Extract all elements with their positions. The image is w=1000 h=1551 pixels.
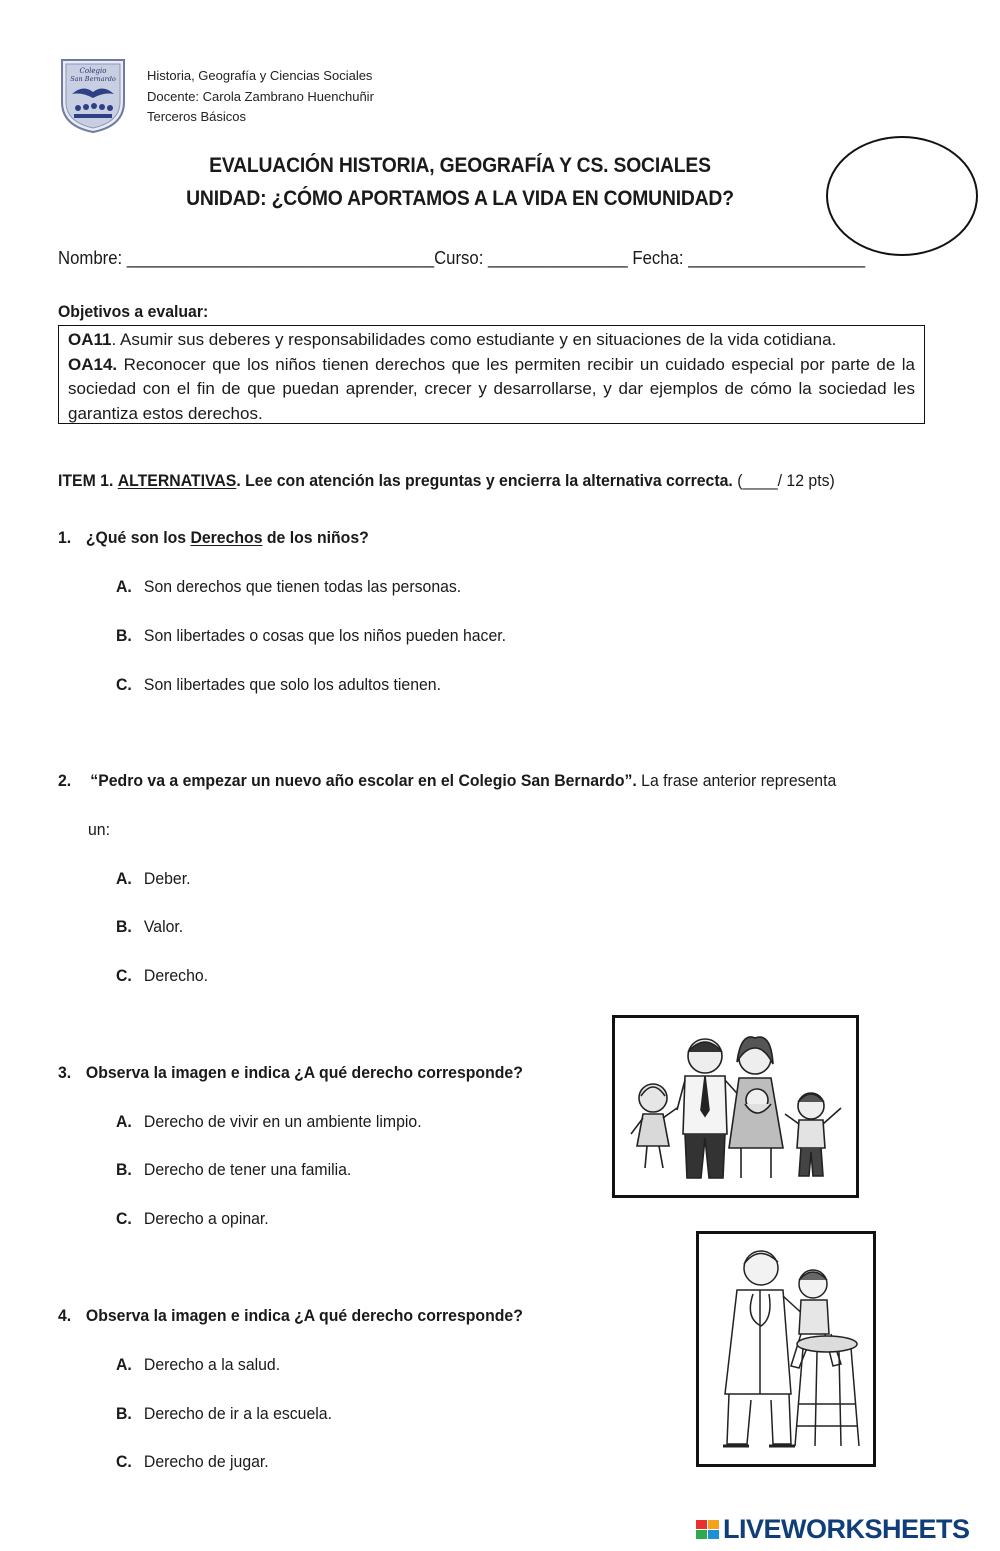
option-letter: A.: [116, 869, 132, 888]
option-letter: C.: [116, 1209, 132, 1228]
question-text-normal: La frase anterior representa: [636, 771, 837, 790]
objective-oa14: [68, 353, 915, 427]
item-label: ITEM 1.: [58, 471, 114, 490]
objectives-heading: Objetivos a evaluar:: [58, 302, 209, 321]
option-letter: C.: [116, 966, 132, 985]
question-1: [58, 528, 369, 548]
option-text: Derecho de tener una familia.: [143, 1160, 352, 1179]
question-number: 4.: [58, 1306, 72, 1325]
item-1-heading: [58, 471, 835, 491]
svg-text:San Bernardo: San Bernardo: [70, 75, 116, 83]
family-illustration: [612, 1015, 859, 1198]
exam-title: EVALUACIÓN HISTORIA, GEOGRAFÍA Y CS. SOCIALES: [209, 154, 711, 177]
brand-text: LIVEWORKSHEETS: [723, 1514, 970, 1544]
liveworksheets-logo: [696, 1514, 970, 1545]
option-2a[interactable]: [116, 869, 190, 889]
teacher-line: Docente: Carola Zambrano Huenchuñir: [147, 88, 374, 104]
option-text: Derecho a opinar.: [143, 1209, 269, 1228]
doctor-illustration: [696, 1231, 876, 1467]
item-score: (____/ 12 pts): [737, 471, 835, 490]
school-info: [147, 66, 374, 128]
question-3: [58, 1063, 523, 1083]
option-4a[interactable]: [116, 1355, 280, 1375]
question-text-bold: “Pedro va a empezar un nuevo año escolar en el Colegio San Bernardo”.: [90, 771, 637, 790]
option-text: Derecho.: [143, 966, 209, 985]
option-1c[interactable]: [116, 675, 441, 695]
option-letter: B.: [116, 917, 132, 936]
option-2c[interactable]: [116, 966, 208, 986]
question-2: [58, 771, 836, 791]
question-number: 1.: [58, 528, 72, 547]
option-text: Derecho de vivir en un ambiente limpio.: [143, 1112, 422, 1131]
item-instruction: . Lee con atención las preguntas y encierra la alternativa correcta.: [236, 471, 733, 490]
option-1b[interactable]: [116, 626, 506, 646]
school-logo: [58, 56, 128, 134]
question-text-pre: ¿Qué son los: [85, 528, 191, 547]
brand-block: [696, 1520, 707, 1529]
oa14-code: OA14.: [68, 354, 118, 374]
student-fields: [58, 248, 865, 269]
option-2b[interactable]: [116, 917, 183, 937]
option-letter: C.: [116, 1452, 132, 1471]
svg-text:Colegio: Colegio: [79, 67, 107, 75]
oa14-text: Reconocer que los niños tienen derechos que les permiten recibir un cuidado especial por parte de la sociedad con el fin de que puedan aprender, crecer y desarrollarse, y dar ejemplos de cómo la sociedad les garantiza estos derechos.: [68, 354, 915, 423]
unit-title: UNIDAD: ¿CÓMO APORTAMOS A LA VIDA EN COMUNIDAD?: [186, 187, 734, 210]
question-number: 2.: [58, 771, 72, 790]
question-text: Observa la imagen e indica ¿A qué derecho corresponde?: [85, 1306, 523, 1325]
grade-line: Terceros Básicos: [147, 109, 246, 124]
option-letter: B.: [116, 626, 132, 645]
option-text: Son libertades que solo los adultos tienen.: [143, 675, 441, 694]
option-text: Derecho a la salud.: [143, 1355, 281, 1374]
option-4c[interactable]: [116, 1452, 269, 1472]
oa11-text: . Asumir sus deberes y responsabilidades como estudiante y en situaciones de la vida cotidiana.: [111, 330, 837, 349]
objectives-box: [58, 325, 925, 424]
option-3a[interactable]: [116, 1112, 422, 1132]
question-text: Observa la imagen e indica ¿A qué derecho corresponde?: [85, 1063, 523, 1082]
question-number: 3.: [58, 1063, 72, 1082]
brand-block: [696, 1530, 707, 1539]
date-field[interactable]: Fecha: ___________________: [632, 248, 866, 268]
option-text: Deber.: [143, 869, 191, 888]
option-4b[interactable]: [116, 1404, 332, 1424]
option-letter: A.: [116, 577, 132, 596]
subject-line: Historia, Geografía y Ciencias Sociales: [147, 68, 373, 83]
option-1a[interactable]: [116, 577, 461, 597]
option-letter: B.: [116, 1160, 132, 1179]
name-field[interactable]: Nombre: _________________________________: [58, 248, 435, 268]
option-text: Valor.: [143, 917, 184, 936]
option-letter: A.: [116, 1355, 132, 1374]
brand-block: [708, 1520, 719, 1529]
option-letter: B.: [116, 1404, 132, 1423]
course-field[interactable]: Curso: _______________: [434, 248, 628, 268]
option-text: Derecho de ir a la escuela.: [143, 1404, 332, 1423]
grade-circle[interactable]: [826, 136, 978, 256]
question-2-continuation: un:: [88, 820, 110, 839]
question-text-post: de los niños?: [262, 528, 369, 547]
question-text-underlined: Derechos: [190, 528, 263, 547]
option-3c[interactable]: [116, 1209, 269, 1229]
brand-block: [708, 1530, 719, 1539]
option-letter: A.: [116, 1112, 132, 1131]
brand-blocks-icon: [696, 1520, 719, 1539]
option-text: Son libertades o cosas que los niños pueden hacer.: [143, 626, 507, 645]
option-text: Son derechos que tienen todas las personas.: [143, 577, 462, 596]
oa11-code: OA11: [68, 330, 112, 349]
option-text: Derecho de jugar.: [143, 1452, 269, 1471]
objective-oa11: [68, 328, 915, 353]
option-letter: C.: [116, 675, 132, 694]
option-3b[interactable]: [116, 1160, 351, 1180]
item-type: ALTERNATIVAS: [117, 471, 237, 490]
question-4: [58, 1306, 523, 1326]
